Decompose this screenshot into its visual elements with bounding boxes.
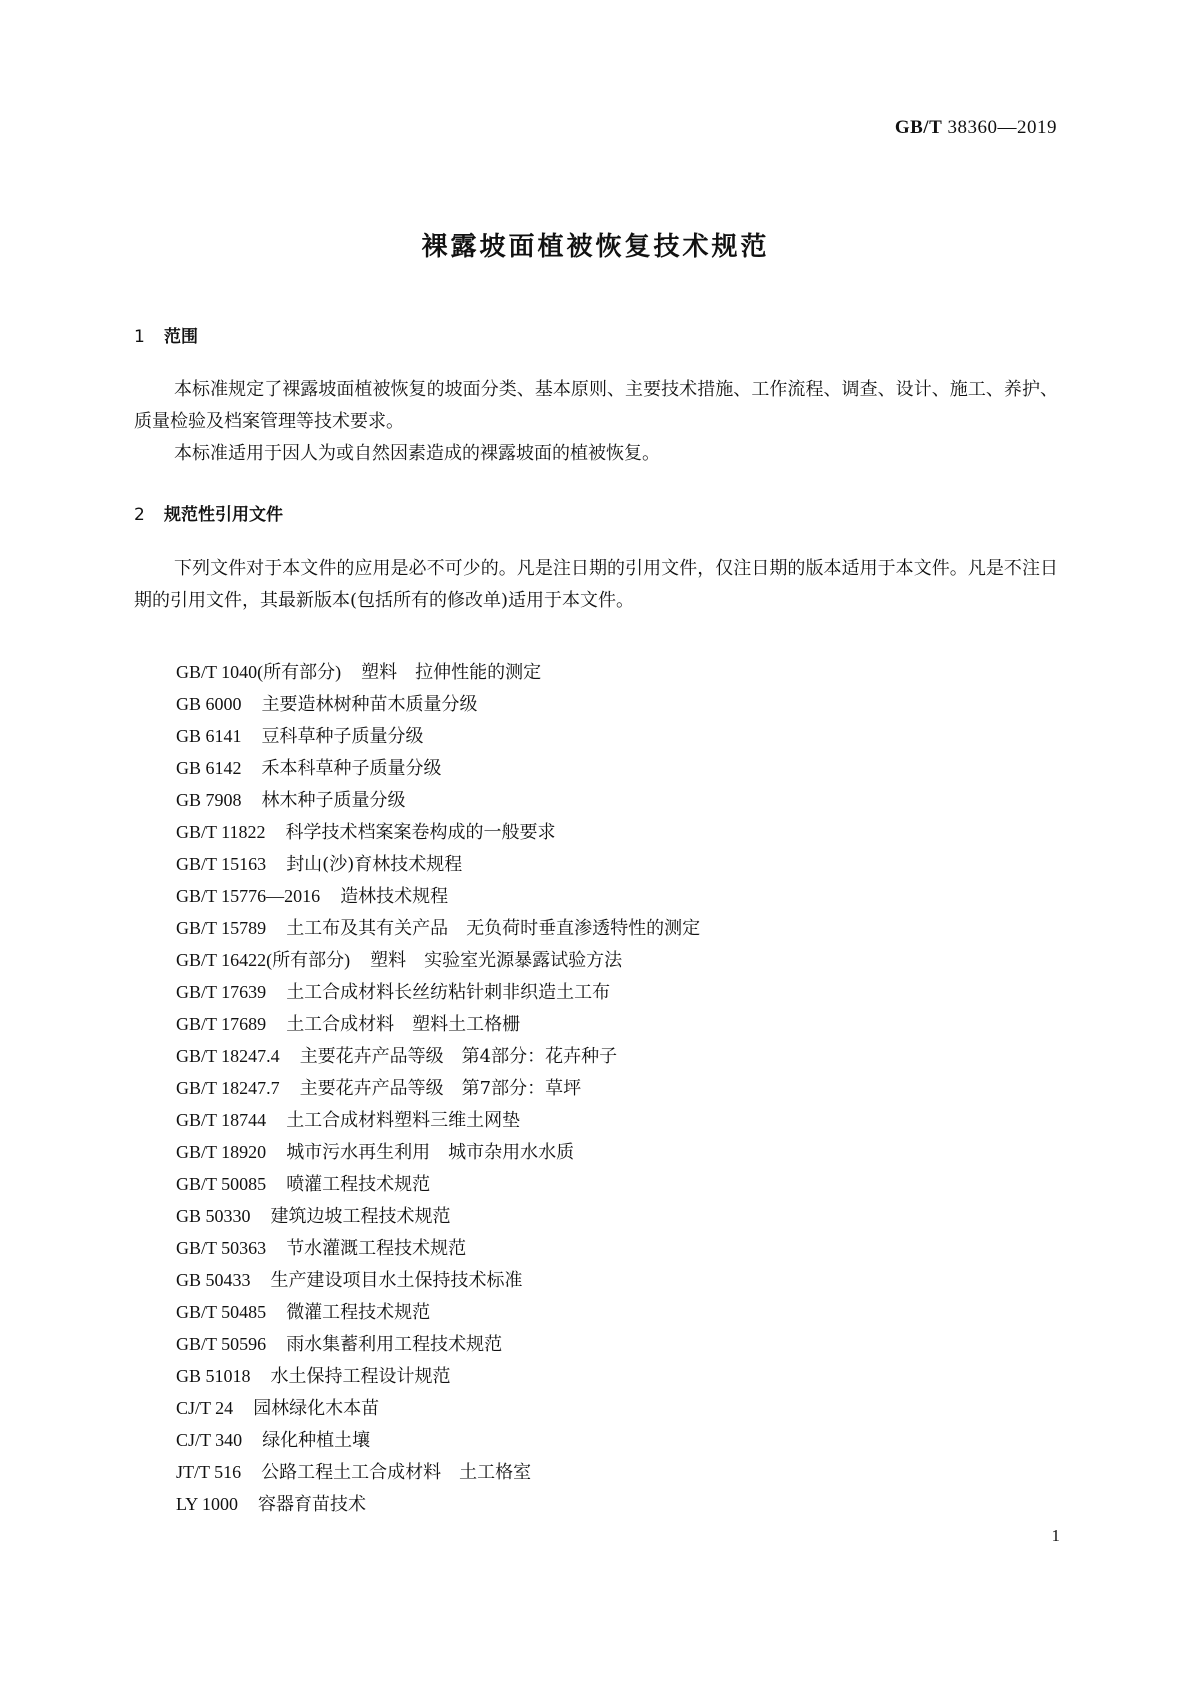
- reference-title: 绿化种植土壤: [262, 1430, 371, 1451]
- reference-title: 豆科草种子质量分级: [261, 726, 424, 747]
- reference-item: [176, 976, 700, 1008]
- reference-title: 塑料 拉伸性能的测定: [361, 662, 542, 683]
- reference-item: [176, 720, 700, 752]
- reference-title: 主要花卉产品等级 第7部分：草坪: [299, 1078, 582, 1099]
- reference-list: [176, 656, 700, 1520]
- section-number: 2: [134, 505, 145, 525]
- reference-code: GB/T 17639: [176, 982, 267, 1002]
- section-title: 规范性引用文件: [164, 505, 283, 525]
- standard-number: 38360—2019: [947, 117, 1057, 138]
- reference-code: GB/T 11822: [176, 822, 266, 842]
- reference-item: [176, 1296, 700, 1328]
- reference-title: 喷灌工程技术规范: [286, 1174, 431, 1195]
- normative-intro: 下列文件对于本文件的应用是必不可少的。凡是注日期的引用文件，仅注日期的版本适用于本文件。凡是不注日期的引用文件，其最新版本(包括所有的修改单)适用于本文件。: [134, 558, 1058, 611]
- reference-title: 公路工程土工合成材料 土工格室: [261, 1462, 532, 1483]
- reference-item: [176, 1168, 700, 1200]
- reference-code: CJ/T 24: [176, 1398, 234, 1418]
- reference-code: GB 6142: [176, 758, 242, 778]
- reference-item: [176, 1488, 700, 1520]
- reference-title: 土工合成材料长丝纺粘针刺非织造土工布: [286, 982, 611, 1003]
- reference-item: [176, 1360, 700, 1392]
- reference-item: [176, 1328, 700, 1360]
- scope-paragraph: 本标准规定了裸露坡面植被恢复的坡面分类、基本原则、主要技术措施、工作流程、调查、设计、施工、养护、质量检验及档案管理等技术要求。: [134, 379, 1058, 432]
- reference-code: GB 50330: [176, 1206, 251, 1226]
- reference-item: [176, 816, 700, 848]
- reference-code: GB/T 18920: [176, 1142, 267, 1162]
- reference-item: [176, 912, 700, 944]
- reference-title: 容器育苗技术: [258, 1494, 367, 1515]
- reference-title: 水土保持工程设计规范: [270, 1366, 451, 1387]
- reference-code: GB 51018: [176, 1366, 251, 1386]
- reference-code: GB/T 18744: [176, 1110, 267, 1130]
- reference-code: GB/T 15789: [176, 918, 267, 938]
- reference-item: [176, 1232, 700, 1264]
- reference-title: 雨水集蓄利用工程技术规范: [286, 1334, 503, 1355]
- reference-item: [176, 944, 700, 976]
- reference-code: GB/T 18247.7: [176, 1078, 280, 1098]
- section-heading-scope: [134, 322, 198, 347]
- reference-item: [176, 1072, 700, 1104]
- reference-code: GB/T 17689: [176, 1014, 267, 1034]
- reference-title: 主要造林树种苗木质量分级: [261, 694, 478, 715]
- reference-code: GB/T 50085: [176, 1174, 267, 1194]
- reference-code: GB/T 1040(所有部分): [176, 662, 342, 682]
- reference-code: GB 6141: [176, 726, 242, 746]
- standard-prefix: GB/T: [894, 117, 943, 138]
- reference-title: 塑料 实验室光源暴露试验方法: [370, 950, 623, 971]
- reference-item: [176, 1200, 700, 1232]
- reference-title: 园林绿化木本苗: [253, 1398, 380, 1419]
- reference-item: [176, 1392, 700, 1424]
- reference-title: 土工布及其有关产品 无负荷时垂直渗透特性的测定: [286, 918, 701, 939]
- reference-title: 土工合成材料 塑料土工格栅: [286, 1014, 521, 1035]
- section-heading-normative: [134, 500, 283, 525]
- reference-title: 林木种子质量分级: [261, 790, 406, 811]
- reference-title: 科学技术档案案卷构成的一般要求: [285, 822, 556, 843]
- reference-code: GB 7908: [176, 790, 242, 810]
- reference-item: [176, 880, 700, 912]
- reference-title: 主要花卉产品等级 第4部分：花卉种子: [299, 1046, 618, 1067]
- reference-item: [176, 752, 700, 784]
- reference-title: 生产建设项目水土保持技术标准: [270, 1270, 523, 1291]
- reference-item: [176, 688, 700, 720]
- reference-title: 节水灌溉工程技术规范: [286, 1238, 467, 1259]
- reference-item: [176, 656, 700, 688]
- reference-code: GB/T 15776—2016: [176, 886, 321, 906]
- reference-item: [176, 1104, 700, 1136]
- reference-title: 建筑边坡工程技术规范: [270, 1206, 451, 1227]
- reference-code: GB/T 50596: [176, 1334, 267, 1354]
- reference-item: [176, 1040, 700, 1072]
- section-title: 范围: [164, 327, 198, 347]
- reference-item: [176, 1424, 700, 1456]
- reference-item: [176, 1136, 700, 1168]
- reference-code: GB/T 50363: [176, 1238, 267, 1258]
- reference-item: [176, 784, 700, 816]
- reference-code: LY 1000: [176, 1494, 239, 1514]
- reference-title: 土工合成材料塑料三维土网垫: [286, 1110, 521, 1131]
- document-title: 裸露坡面植被恢复技术规范: [421, 232, 770, 262]
- reference-code: GB 50433: [176, 1270, 251, 1290]
- reference-code: GB/T 16422(所有部分): [176, 950, 351, 970]
- standard-code: [895, 117, 1057, 139]
- reference-item: [176, 1456, 700, 1488]
- reference-code: GB/T 18247.4: [176, 1046, 280, 1066]
- reference-code: GB 6000: [176, 694, 242, 714]
- reference-item: [176, 1008, 700, 1040]
- reference-code: CJ/T 340: [176, 1430, 243, 1450]
- reference-code: GB/T 15163: [176, 854, 267, 874]
- reference-code: GB/T 50485: [176, 1302, 267, 1322]
- scope-paragraph: 本标准适用于因人为或自然因素造成的裸露坡面的植被恢复。: [174, 443, 660, 464]
- page-number: 1: [1051, 1526, 1060, 1545]
- reference-item: [176, 848, 700, 880]
- reference-title: 造林技术规程: [340, 886, 449, 907]
- reference-title: 禾本科草种子质量分级: [261, 758, 442, 779]
- reference-title: 微灌工程技术规范: [286, 1302, 431, 1323]
- reference-item: [176, 1264, 700, 1296]
- reference-title: 城市污水再生利用 城市杂用水水质: [286, 1142, 575, 1163]
- section-number: 1: [134, 327, 145, 347]
- reference-code: JT/T 516: [176, 1462, 242, 1482]
- reference-title: 封山(沙)育林技术规程: [286, 854, 463, 875]
